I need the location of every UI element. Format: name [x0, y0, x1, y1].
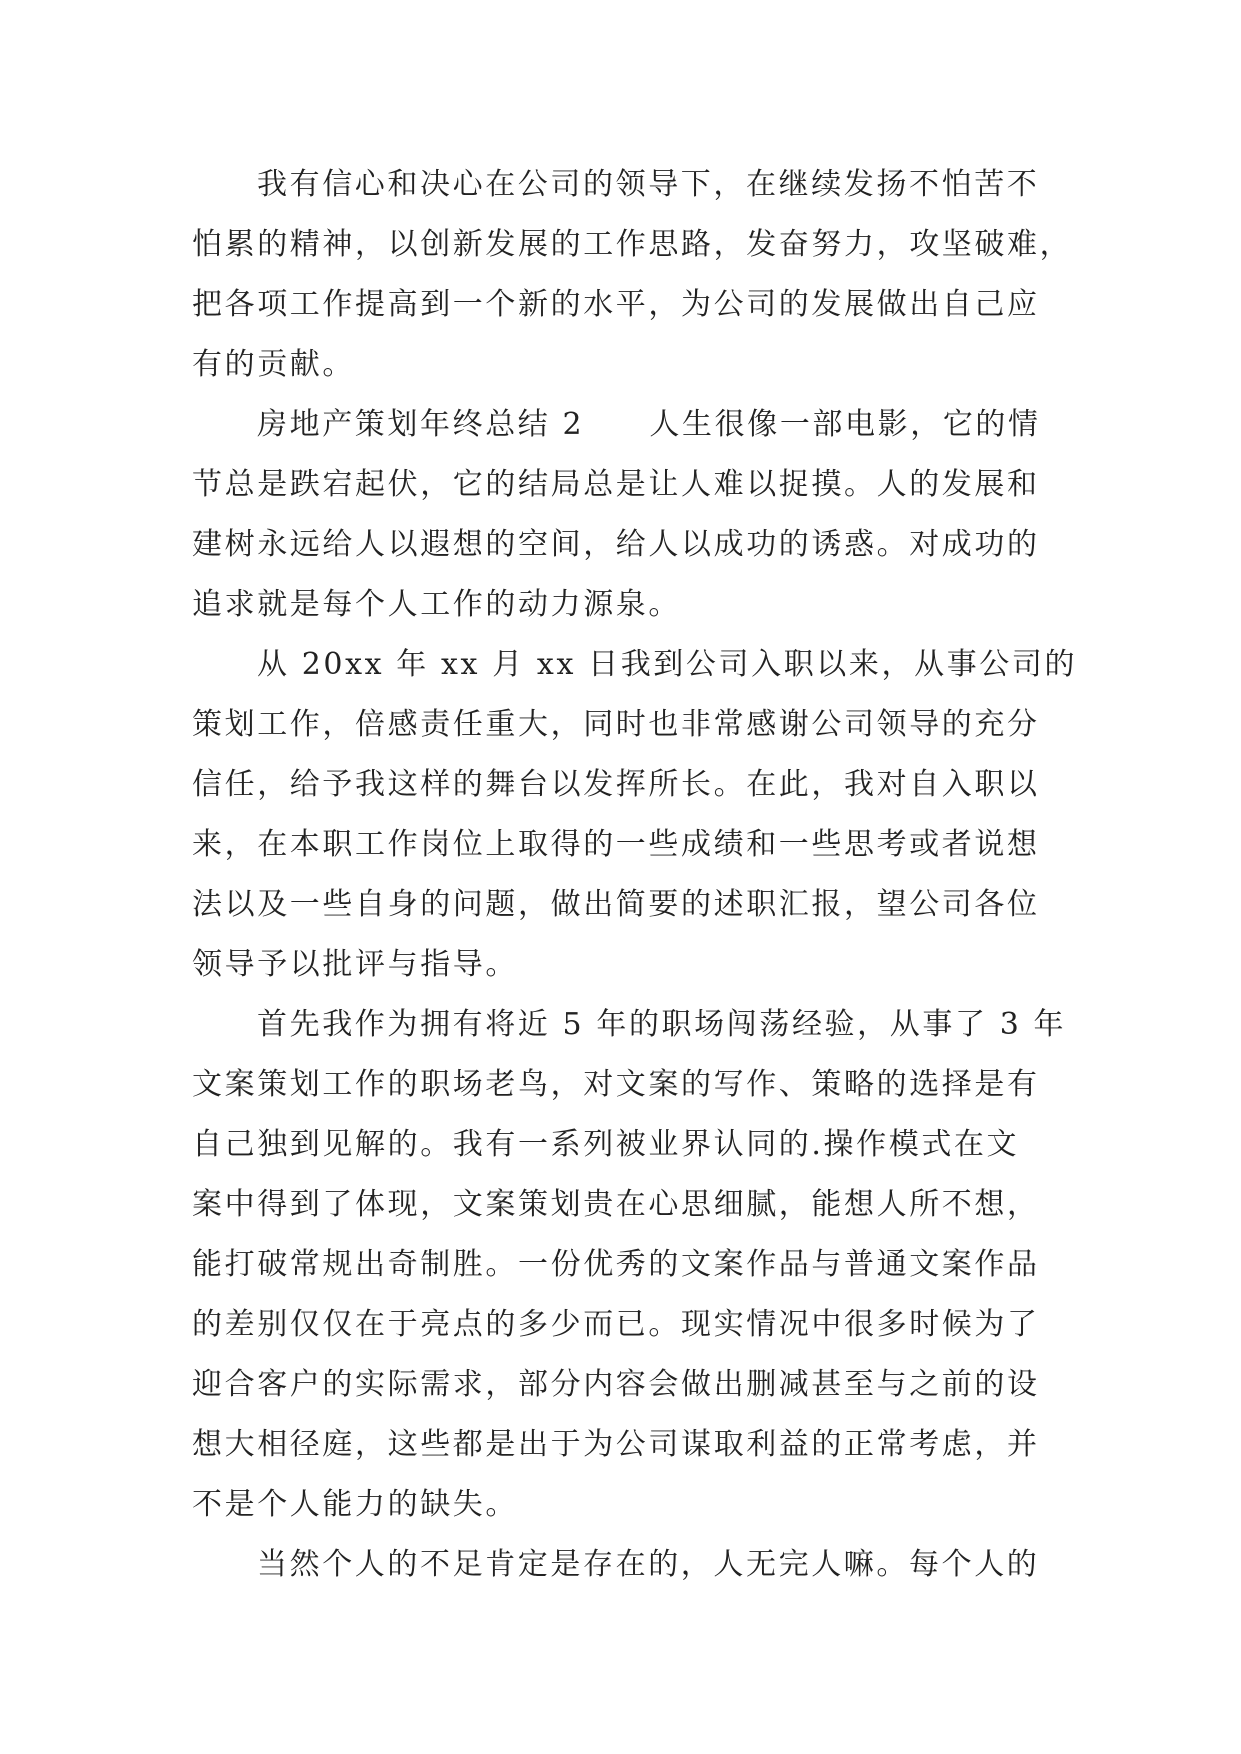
text-line: 当然个人的不足肯定是存在的，人无完人嘛。每个人的	[257, 1547, 1040, 1582]
text-line: 有的贡献。	[192, 347, 355, 382]
text-line: 来，在本职工作岗位上取得的一些成绩和一些思考或者说想	[192, 827, 1040, 862]
text-line: 法以及一些自身的问题，做出简要的述职汇报，望公司各位	[192, 887, 1040, 922]
document-body	[192, 155, 1078, 1595]
paragraph	[192, 395, 1052, 635]
text-line: 的差别仅仅在于亮点的多少而已。现实情况中很多时候为了	[192, 1307, 1040, 1342]
text-line: 自己独到见解的。我有一系列被业界认同的.操作模式在文	[192, 1127, 1020, 1162]
text-line: 想大相径庭，这些都是出于为公司谋取利益的正常考虑，并	[192, 1427, 1040, 1462]
text-line: 案中得到了体现，文案策划贵在心思细腻，能想人所不想，	[192, 1187, 1040, 1222]
paragraph	[192, 155, 1073, 395]
text-line: 追求就是每个人工作的动力源泉。	[192, 587, 681, 622]
paragraph	[192, 995, 1067, 1535]
paragraph	[192, 1535, 1052, 1595]
text-line: 节总是跌宕起伏，它的结局总是让人难以捉摸。人的发展和	[192, 467, 1040, 502]
text-line: 信任，给予我这样的舞台以发挥所长。在此，我对自入职以	[192, 767, 1040, 802]
text-line: 迎合客户的实际需求，部分内容会做出删减甚至与之前的设	[192, 1367, 1040, 1402]
text-line: 我有信心和决心在公司的领导下，在继续发扬不怕苦不	[257, 167, 1040, 202]
text-line: 怕累的精神，以创新发展的工作思路，发奋努力，攻坚破难，	[192, 227, 1073, 262]
text-line: 首先我作为拥有将近 5 年的职场闯荡经验，从事了 3 年	[257, 1007, 1067, 1042]
text-line: 文案策划工作的职场老鸟，对文案的写作、策略的选择是有	[192, 1067, 1040, 1102]
text-line: 房地产策划年终总结 2 人生很像一部电影，它的情	[257, 407, 1041, 442]
text-line: 把各项工作提高到一个新的水平，为公司的发展做出自己应	[192, 287, 1040, 322]
text-line: 从 20xx 年 xx 月 xx 日我到公司入职以来，从事公司的	[257, 647, 1078, 682]
text-line: 建树永远给人以遐想的空间，给人以成功的诱惑。对成功的	[192, 527, 1040, 562]
text-line: 不是个人能力的缺失。	[192, 1487, 518, 1522]
text-line: 策划工作，倍感责任重大，同时也非常感谢公司领导的充分	[192, 707, 1040, 742]
text-line: 领导予以批评与指导。	[192, 947, 518, 982]
text-line: 能打破常规出奇制胜。一份优秀的文案作品与普通文案作品	[192, 1247, 1040, 1282]
paragraph	[192, 635, 1078, 995]
